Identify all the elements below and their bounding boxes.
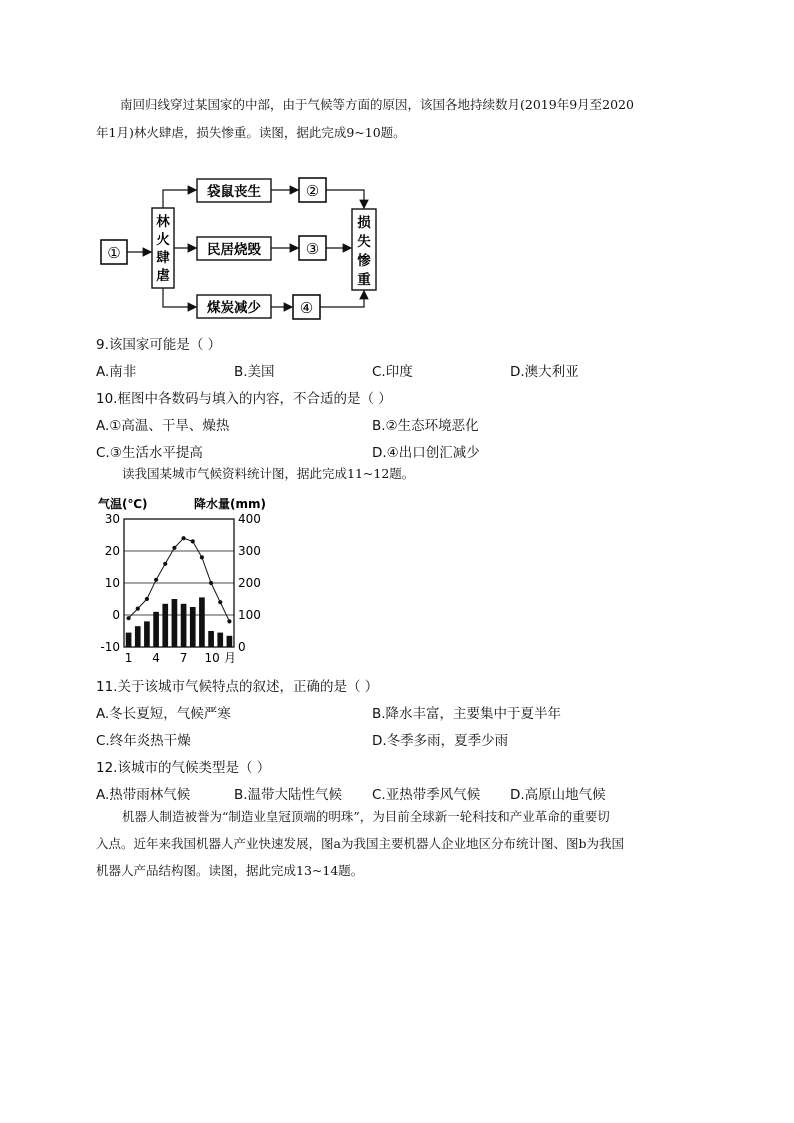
- month-tick-label: 7: [179, 651, 188, 665]
- climate-chart: [96, 494, 276, 666]
- cause-char-4: 虐: [156, 268, 170, 284]
- q10-option-c: C.③生活水平提高: [96, 445, 203, 461]
- temperature-point: [218, 600, 222, 604]
- cause-char-1: 林: [156, 214, 170, 230]
- q10-stem: 10.框图中各数码与填入的内容，不合适的是（ ）: [96, 391, 392, 407]
- month-tick-label: 1: [124, 651, 133, 665]
- temp-tick-label: 0: [112, 608, 120, 622]
- result-char-1: 损: [357, 215, 371, 231]
- flow-effect-bottom: [197, 295, 271, 318]
- precip-tick-label: 300: [238, 544, 261, 558]
- flow-box-1: [101, 240, 127, 264]
- precip-bar: [126, 633, 132, 647]
- temp-tick-label: 20: [104, 544, 120, 558]
- q11-option-a: A.冬长夏短，气候严寒: [96, 706, 231, 722]
- q12-option-b: B.温带大陆性气候: [234, 787, 343, 803]
- q12-option-c: C.亚热带季风气候: [372, 787, 481, 803]
- precip-tick-label: 100: [238, 608, 261, 622]
- q12-option-a: A.热带雨林气候: [96, 787, 191, 803]
- flow-box-2-label: ②: [305, 182, 320, 200]
- q10-option-b: B.②生态环境恶化: [372, 418, 479, 434]
- q12-stem: 12.该城市的气候类型是（ ）: [96, 760, 271, 776]
- temperature-point: [181, 536, 185, 540]
- month-tick-label: 4: [152, 651, 160, 665]
- q12-option-d: D.高原山地气候: [510, 787, 606, 803]
- temp-tick-label: 10: [104, 576, 120, 590]
- temperature-point: [136, 607, 140, 611]
- passage-1-line-2: 年1月)林火肆虐，损失惨重。读图，据此完成9~10题。: [96, 125, 406, 140]
- precip-tick-label: 400: [238, 512, 261, 526]
- flow-effect-top-label: 袋鼠丧生: [207, 184, 261, 200]
- passage-3-line-3: 机器人产品结构图。读图，据此完成13~14题。: [96, 863, 364, 878]
- q9-option-d: D.澳大利亚: [510, 364, 579, 380]
- month-tick-label: 10: [204, 651, 220, 665]
- precip-bar: [181, 604, 187, 647]
- precip-bar: [144, 621, 150, 647]
- precip-bar: [190, 607, 196, 647]
- temperature-point: [145, 597, 149, 601]
- month-tick-label: 月: [223, 651, 236, 665]
- temperature-point: [200, 555, 204, 559]
- precip-bar: [227, 636, 233, 647]
- wildfire-flowchart: [96, 174, 386, 322]
- precip-tick-label: 200: [238, 576, 261, 590]
- q9-stem: 9.该国家可能是（ ）: [96, 337, 222, 353]
- q11-option-d: D.冬季多雨，夏季少雨: [372, 733, 509, 749]
- result-char-4: 重: [357, 272, 371, 288]
- q9-option-c: C.印度: [372, 364, 413, 380]
- passage-3-line-1: 机器人制造被誉为“制造业皇冠顶端的明珠”，为目前全球新一轮科技和产业革命的重要切: [122, 809, 610, 824]
- precip-bar: [162, 604, 168, 647]
- flow-box-3-label: ③: [305, 240, 320, 258]
- temperature-point: [163, 562, 167, 566]
- q9-option-b: B.美国: [234, 364, 275, 380]
- temperature-point: [126, 616, 130, 620]
- result-char-2: 失: [357, 234, 371, 250]
- precip-bar: [199, 597, 205, 647]
- temp-axis-label: 气温(℃): [98, 497, 148, 511]
- q9-option-a: A.南非: [96, 364, 137, 380]
- precip-axis-label: 降水量(mm): [194, 497, 266, 511]
- temp-tick-label: 30: [104, 512, 120, 526]
- flow-effect-bottom-label: 煤炭减少: [207, 300, 261, 316]
- q10-option-d: D.④出口创汇减少: [372, 445, 480, 461]
- passage-2: 读我国某城市气候资料统计图，据此完成11~12题。: [122, 466, 415, 481]
- precip-bar: [172, 599, 178, 647]
- flow-cause-box: [152, 208, 174, 288]
- flow-box-2: [299, 178, 326, 202]
- flow-box-4-label: ④: [299, 299, 314, 317]
- temp-tick-label: -10: [100, 640, 120, 654]
- temperature-point: [154, 578, 158, 582]
- temperature-point: [209, 581, 213, 585]
- result-char-3: 惨: [357, 253, 371, 269]
- q11-option-c: C.终年炎热干燥: [96, 733, 191, 749]
- flow-effect-mid: [197, 237, 271, 260]
- q11-stem: 11.关于该城市气候特点的叙述，正确的是（ ）: [96, 679, 379, 695]
- precip-bar: [135, 626, 141, 647]
- temperature-point: [227, 619, 231, 623]
- q10-option-a: A.①高温、干旱、燥热: [96, 418, 230, 434]
- precip-bar: [153, 612, 159, 647]
- temperature-point: [191, 539, 195, 543]
- cause-char-3: 肆: [156, 250, 170, 266]
- flow-effect-mid-label: 民居烧毁: [207, 242, 261, 258]
- flow-box-3: [299, 236, 326, 260]
- precip-bar: [208, 631, 214, 647]
- flow-effect-top: [197, 179, 271, 202]
- flow-box-1-label: ①: [107, 244, 121, 262]
- flow-result-box: [352, 209, 376, 290]
- precip-tick-label: 0: [238, 640, 246, 654]
- cause-char-2: 火: [156, 232, 170, 248]
- precip-bar: [217, 633, 223, 647]
- passage-1-line-1: 南回归线穿过某国家的中部，由于气候等方面的原因，该国各地持续数月(2019年9月至2020: [120, 97, 634, 112]
- flow-box-4: [293, 295, 320, 319]
- temperature-point: [172, 546, 176, 550]
- q11-option-b: B.降水丰富，主要集中于夏半年: [372, 706, 562, 722]
- passage-3-line-2: 入点。近年来我国机器人产业快速发展，图a为我国主要机器人企业地区分布统计图、图b为我国: [96, 836, 624, 851]
